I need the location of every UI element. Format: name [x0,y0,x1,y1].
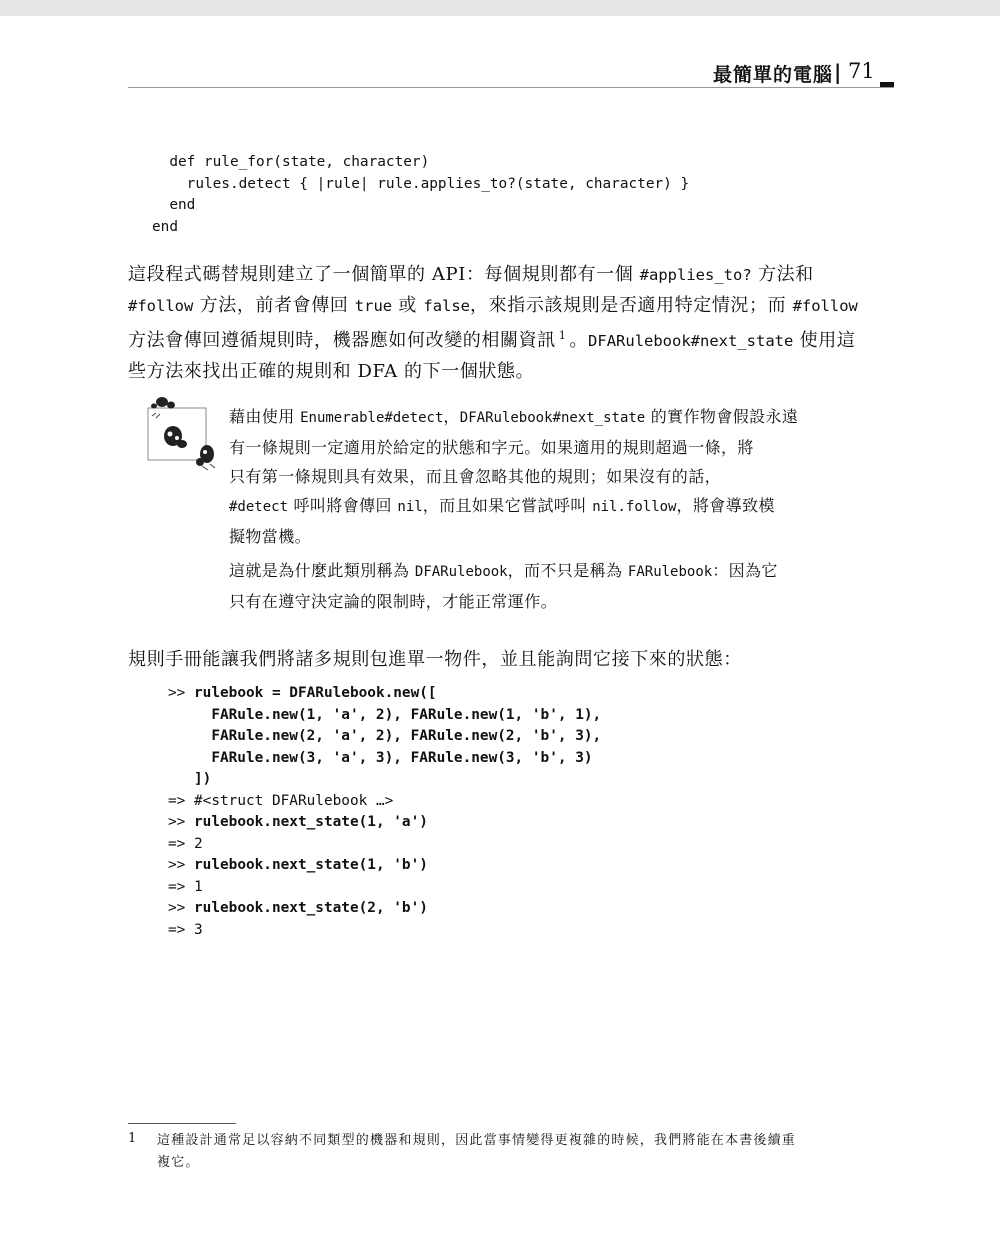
repl-prompt: => [168,878,194,895]
code-line: end [152,218,178,235]
text-run: 這就是為什麼此類別稱為 [229,561,415,580]
inline-code: DFARulebook [414,564,508,580]
inline-code: Enumerable#detect [300,410,444,426]
code-line [168,791,601,813]
header-separator: | [834,60,842,84]
note-line: 只有第一條規則具有效果，而且會忽略其他的規則；如果沒有的話， [229,467,722,486]
code-line [168,920,601,942]
code-block-repl [168,683,601,941]
inline-code: FARulebook [627,564,713,580]
repl-prompt: => [168,921,194,938]
repl-prompt: => [168,835,194,852]
inline-code: DFARulebook#next_state [588,332,794,350]
repl-input: FARule.new(3, 'a', 3), FARule.new(3, 'b', 3) [168,749,593,766]
footnote-text [157,1130,897,1174]
code-line [168,769,601,791]
paragraph-line: 規則手冊能讓我們將諸多規則包進單一物件，並且能詢問它接下來的狀態： [128,649,742,670]
repl-input: FARule.new(2, 'a', 2), FARule.new(2, 'b', 3), [168,728,602,744]
code-line: def rule_for(state, character) [152,154,430,170]
code-block-top [152,152,689,238]
repl-input: rulebook = DFARulebook.new([ [194,685,437,701]
text-run: 或 [392,294,424,316]
footnote-line: 這種設計通常足以容納不同類型的機器和規則，因此當事情變得更複雜的時候，我們將能在本書後續重 [157,1133,797,1148]
paragraph-line [128,260,898,291]
text-run: ，而且如果它嘗試呼叫 [422,496,593,515]
text-run: 方法和 [751,264,814,285]
repl-prompt: >> [168,857,194,873]
inline-code: #follow [792,296,858,315]
paragraph-line: 些方法來找出正確的規則和 DFA 的下一個狀態。 [128,360,535,382]
note-line: 只有在遵守決定論的限制時，才能正常運作。 [229,592,558,611]
inline-code: nil.follow [592,499,677,515]
code-line: end [152,197,196,213]
code-line: rules.detect { |rule| rule.applies_to?(state, character) } [152,175,690,192]
repl-input: rulebook.next_state(1, 'a') [194,814,428,830]
code-line [168,877,601,899]
text-run: 這段程式碼替規則建立了一個簡單的 API：每個規則都有一個 [128,264,640,285]
code-line [168,812,601,834]
repl-input: rulebook.next_state(1, 'b') [194,857,428,873]
code-line [168,726,601,748]
inline-code: #detect [229,499,289,515]
code-line [168,898,601,920]
code-line [168,834,601,856]
body-paragraph-1 [128,260,898,386]
note-paragraph-1 [229,402,829,551]
repl-output: #<struct DFARulebook …> [194,792,394,809]
paragraph-line [128,321,898,357]
footnote-number: 1 [128,1131,137,1146]
text-run: 呼叫將會傳回 [288,496,398,515]
top-margin-bar [0,0,1000,16]
repl-output: 1 [194,878,203,895]
repl-prompt: => [168,792,194,809]
inline-code: true [354,296,393,315]
repl-input: FARule.new(1, 'a', 2), FARule.new(1, 'b', 1), [168,706,602,723]
repl-output: 3 [194,921,203,938]
note-line [229,556,829,587]
note-line: 有一條規則一定適用於給定的狀態和字元。如果適用的規則超過一條，將 [229,438,754,457]
text-run: ，來指示該規則是否適用特定情況；而 [470,294,793,316]
text-run: 方法，前者會傳回 [193,294,355,316]
code-line [168,683,601,705]
text-run: 的實作物會假設永遠 [645,407,799,426]
header-mark [880,82,894,87]
footnote-reference[interactable]: 1 [558,329,567,342]
footnote-line: 複它。 [157,1155,200,1170]
text-run: ：因為它 [712,561,778,580]
inline-code: nil [397,499,423,515]
inline-code: false [423,296,471,315]
code-line [168,748,601,770]
note-paragraph-2 [229,556,829,616]
text-run: ， [443,407,460,426]
inline-code: #follow [128,296,194,315]
crow-mascot-icon [142,394,222,474]
repl-prompt: >> [168,900,194,916]
footnote-rule [128,1123,236,1124]
note-line: 擬物當機。 [229,527,312,546]
text-run: 。 [569,330,589,351]
text-run: 藉由使用 [229,407,301,426]
text-run: 方法會傳回遵循規則時，機器應如何改變的相關資訊 [128,330,556,351]
text-run: ，而不只是稱為 [507,561,628,580]
chapter-title: 最簡單的電腦 [712,64,833,86]
repl-prompt: >> [168,814,194,830]
body-paragraph-2 [128,645,898,675]
repl-prompt: >> [168,685,194,701]
repl-input: ]) [168,771,212,787]
text-run: 使用這 [793,330,856,351]
note-line [229,491,829,522]
note-line [229,402,829,433]
text-run: ，將會導致模 [676,496,775,515]
paragraph-line [128,291,898,322]
inline-code: #applies_to? [639,266,752,284]
repl-output: 2 [194,835,203,852]
repl-input: rulebook.next_state(2, 'b') [194,900,428,916]
code-line [168,705,601,727]
inline-code: DFARulebook#next_state [459,410,646,426]
code-line [168,855,601,877]
page-number: 71 [848,59,875,83]
header-rule [128,87,894,88]
